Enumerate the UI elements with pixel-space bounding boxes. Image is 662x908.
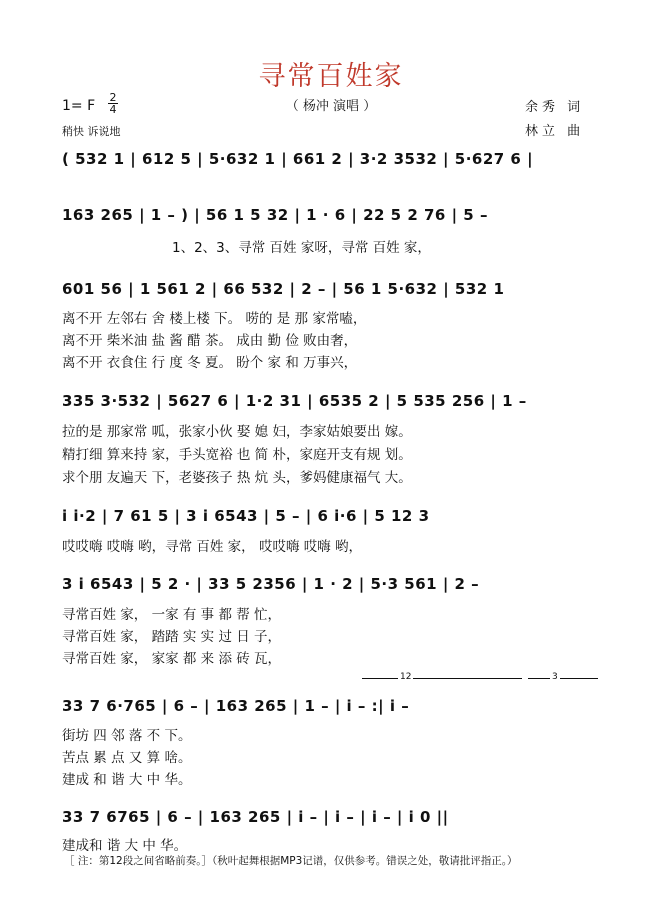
time-signature [108, 92, 118, 115]
score-row-4: 335 3·532 | 5627 6 | 1·2 31 | 6535 2 | 5 535 256 | 1 – [62, 392, 527, 410]
footnote: ［ 注：第12段之间省略前奏。］（秋叶起舞根据MP3记谱，仅供参考。错误之处，敬请批评指正。） [64, 855, 518, 867]
time-bottom: 4 [109, 103, 117, 116]
lyric-line: 建成和 谐 大 中 华。 [62, 838, 188, 854]
lyric-line: 寻常百姓 家， 家家 都 来 添 砖 瓦， [62, 651, 282, 667]
score-row-6: 3 i 6543 | 5 2 · | 33 5 2356 | 1 · 2 | 5·3 561 | 2 – [62, 575, 480, 593]
score-row-5: i i·2 | 7 61 5 | 3 i 6543 | 5 – | 6 i·6 | 5 12 3 [62, 507, 430, 525]
score-row-2: 163 265 | 1 – ) | 56 1 5 32 | 1 · 6 | 22 5 2 76 | 5 – [62, 206, 488, 224]
singer-credit: （ 杨冲 演唱 ） [285, 99, 377, 114]
score-row-3: 601 56 | 1 561 2 | 66 532 | 2 – | 56 1 5·632 | 532 1 [62, 280, 505, 298]
score-row-7: 33 7 6·765 | 6 – | 163 265 | 1 – | i – :| i – [62, 697, 410, 715]
lyric-line: 求个朋 友遍天 下，老婆孩子 热 炕 头，爹妈健康福气 大。 [62, 470, 412, 486]
lyricist-credit: 余秀 词 [525, 100, 585, 115]
lyric-line: 拉的是 那家常 呱，张家小伙 娶 媳 妇，李家姑娘要出 嫁。 [62, 424, 412, 440]
lyric-line: 苦点 累 点 又 算 啥。 [62, 750, 192, 766]
volta-bracket-2 [528, 672, 598, 682]
lyric-line: 哎哎嗨 哎嗨 哟，寻常 百姓 家， 哎哎嗨 哎嗨 哟， [62, 539, 363, 555]
volta-label: 12 [400, 672, 412, 682]
score-row-1: ( 532 1 | 612 5 | 5·632 1 | 661 2 | 3·2 3532 | 5·627 6 | [62, 150, 534, 168]
volta-bracket-1 [362, 672, 522, 682]
lyric-line: 离不开 衣食住 行 度 冬 夏。 盼个 家 和 万事兴， [62, 355, 358, 371]
page-title: 寻常百姓家 [258, 61, 404, 92]
lyric-line: 精打细 算来持 家，手头宽裕 也 简 朴，家庭开支有规 划。 [62, 447, 412, 463]
time-top: 2 [109, 91, 117, 104]
lyric-line: 寻常百姓 家， 踏踏 实 实 过 日 子， [62, 629, 282, 645]
composer-credit: 林立 曲 [525, 124, 585, 139]
lyric-line: 寻常百姓 家， 一家 有 事 都 帮 忙， [62, 607, 282, 623]
tempo-marking: 稍快 诉说地 [62, 125, 121, 138]
lyric-line: 1、2、3、寻常 百姓 家呀，寻常 百姓 家， [172, 240, 431, 256]
score-row-8: 33 7 6765 | 6 – | 163 265 | i – | i – | i – | i 0 || [62, 808, 449, 826]
volta-label: 3 [552, 672, 558, 682]
key-signature: 1= F [62, 98, 96, 114]
lyric-line: 建成 和 谐 大 中 华。 [62, 772, 192, 788]
lyric-line: 离不开 柴米油 盐 酱 醋 茶。 成由 勤 俭 败由奢， [62, 333, 358, 349]
lyric-line: 街坊 四 邻 落 不 下。 [62, 728, 192, 744]
lyric-line: 离不开 左邻右 舍 楼上楼 下。 唠的 是 那 家常嗑， [62, 311, 367, 327]
